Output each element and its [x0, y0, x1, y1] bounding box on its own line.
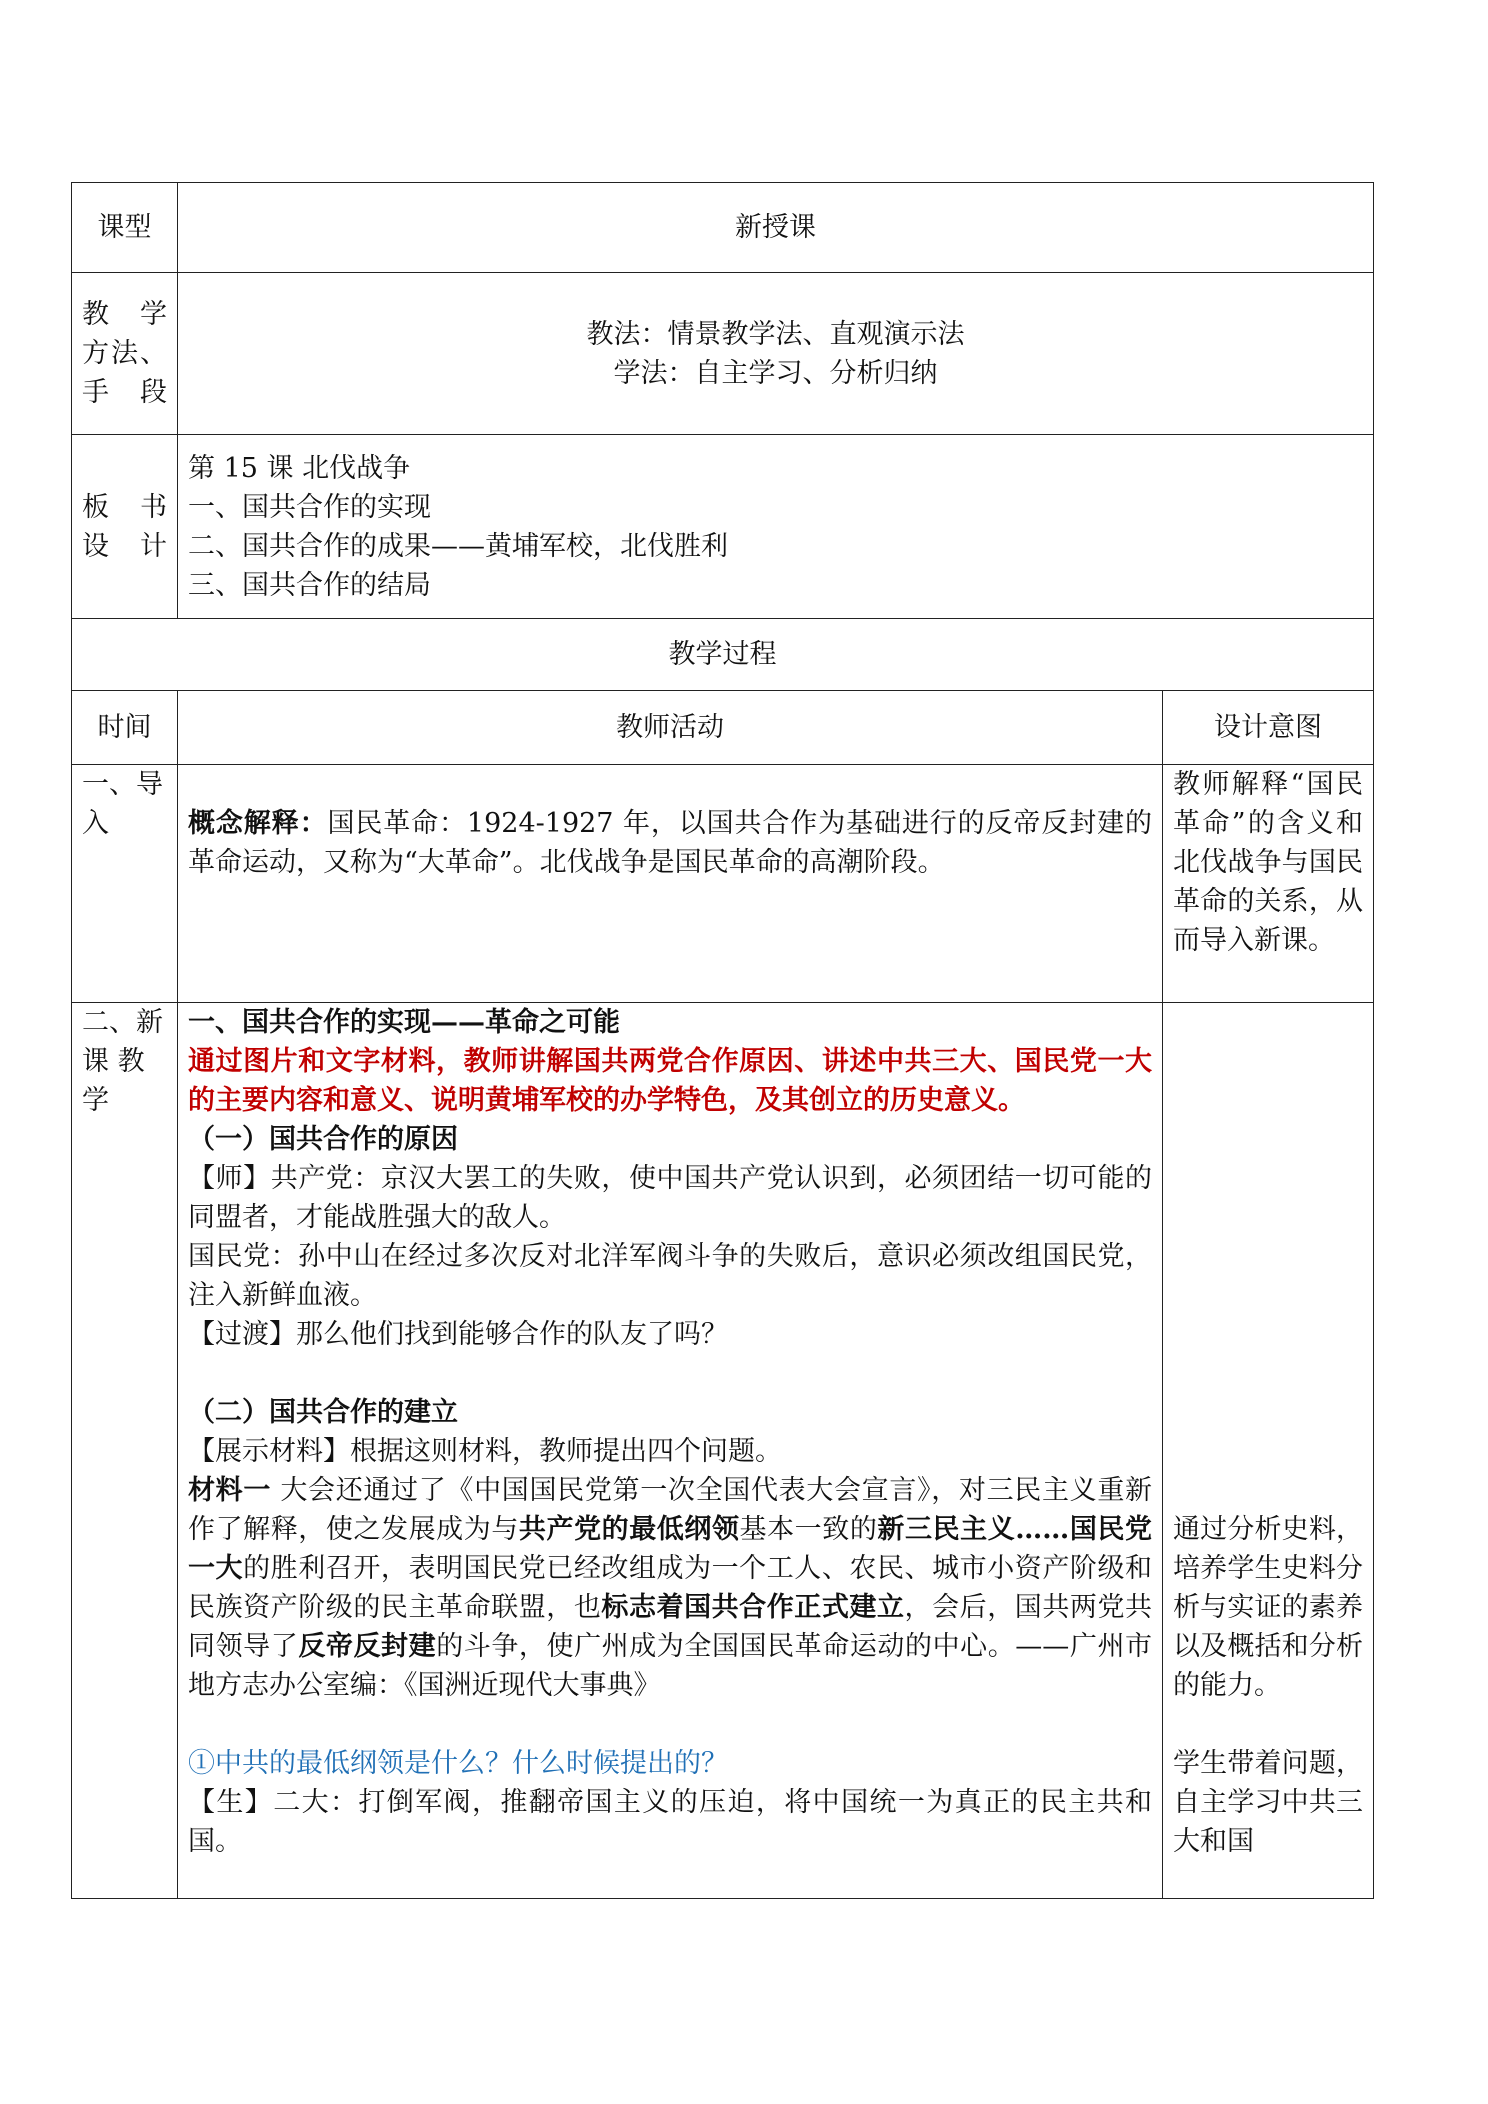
student-tag: 【生】 [188, 1787, 274, 1818]
methods-label-line: 手段 [82, 377, 167, 408]
subsection-establishment: （二）国共合作的建立 [188, 1397, 458, 1428]
question-one: ①中共的最低纲领是什么？什么时候提出的？ [188, 1748, 728, 1779]
new-activity [178, 1003, 1163, 1899]
methods-value [178, 273, 1374, 435]
spacer [1173, 1003, 1363, 1510]
methods-label [72, 273, 178, 435]
spacer [188, 1354, 1152, 1393]
material-label: 材料一 [188, 1475, 272, 1506]
board-label-line: 设计 [82, 530, 167, 562]
new-time: 二、新课 教学 [72, 1003, 178, 1899]
material-bold: 标志着国共合作正式建立 [601, 1592, 905, 1623]
row-process-title [72, 619, 1374, 691]
material-text: 大会还通过了《中国国民党第一次全国代表大会宣言》，对三民主义重新作了解释，使之发展成为与 [188, 1475, 1153, 1545]
teacher-statement [188, 1159, 1152, 1237]
transition-tag: 【过渡】 [188, 1319, 296, 1350]
board-label-line: 板书 [82, 491, 167, 523]
material-text: 的胜利召开，表明国民党已经改组成为一个工人、农民、城市小资产阶级和民族资产阶级的民主革命联盟，也 [188, 1553, 1153, 1623]
methods-label-line: 教 学 [82, 299, 167, 330]
board-line: 二、国共合作的成果——黄埔军校，北伐胜利 [188, 530, 728, 562]
row-headers [72, 691, 1374, 765]
header-time: 时间 [72, 691, 178, 765]
row-lesson-type [72, 183, 1374, 273]
spacer [1173, 1705, 1363, 1744]
material-bold: 反帝反封建 [298, 1631, 437, 1662]
intro-activity [178, 765, 1163, 1003]
transition-statement [188, 1315, 1152, 1354]
intent-one: 通过分析史料，培养学生史料分析与实证的素养以及概括和分析的能力。 [1173, 1514, 1363, 1701]
section-title: 一、国共合作的实现——革命之可能 [188, 1007, 620, 1038]
teaching-goal-text: 通过图片和文字材料，教师讲解国共两党合作原因、讲述中共三大、国民党一大的主要内容和意义、说明黄埔军校的办学特色，及其创立的历史意义。 [188, 1046, 1152, 1116]
student-answer [188, 1783, 1152, 1861]
show-material [188, 1432, 1152, 1471]
board-line: 一、国共合作的实现 [188, 491, 431, 523]
material-text: 基本一致的 [739, 1514, 878, 1545]
header-teacher: 教师活动 [178, 691, 1163, 765]
teach-method: 教法：情景教学法、直观演示法 [586, 318, 965, 350]
methods-label-line: 方法、 [82, 338, 167, 369]
board-line: 第 15 课 北伐战争 [188, 452, 411, 484]
process-title: 教学过程 [72, 619, 1374, 691]
teacher-text: 共产党：京汉大罢工的失败，使中国共产党认识到，必须团结一切可能的同盟者，才能战胜强大的敌人。 [188, 1163, 1153, 1233]
row-new-lesson [72, 1003, 1374, 1899]
show-tag: 【展示材料】 [188, 1436, 350, 1467]
transition-text: 那么他们找到能够合作的队友了吗？ [296, 1319, 728, 1350]
board-line: 三、国共合作的结局 [188, 569, 431, 601]
material-text: ，会后，国共两党共同领导了 [188, 1592, 1153, 1662]
student-text: 二大：打倒军阀，推翻帝国主义的压迫，将中国统一为真正的民主共和国。 [188, 1787, 1153, 1857]
intent-two: 学生带着问题，自主学习中共三大和国 [1173, 1748, 1363, 1857]
spacer [188, 1705, 1152, 1744]
learn-method: 学法：自主学习、分析归纳 [613, 357, 938, 389]
subsection-reasons: （一）国共合作的原因 [188, 1124, 458, 1155]
show-text: 根据这则材料，教师提出四个问题。 [350, 1436, 782, 1467]
row-board-design [72, 435, 1374, 619]
kmt-statement: 国民党：孙中山在经过多次反对北洋军阀斗争的失败后，意识必须改组国民党，注入新鲜血液。 [188, 1241, 1152, 1311]
header-intent: 设计意图 [1163, 691, 1374, 765]
new-intent [1163, 1003, 1374, 1899]
material-bold: 新三民主义……国民党一大 [188, 1514, 1153, 1584]
board-label [72, 435, 178, 619]
lesson-type-label: 课型 [72, 183, 178, 273]
material-bold: 共产党的最低纲领 [518, 1514, 740, 1545]
lesson-type-value: 新授课 [178, 183, 1374, 273]
concept-label: 概念解释： [188, 808, 328, 839]
row-methods [72, 273, 1374, 435]
intro-time: 一、导入 [72, 765, 178, 1003]
intro-intent: 教师解释“国民革命”的含义和北伐战争与国民革命的关系，从而导入新课。 [1163, 765, 1374, 1003]
board-content [178, 435, 1374, 619]
teacher-tag: 【师】 [188, 1163, 271, 1194]
lesson-plan-table [71, 182, 1374, 1899]
material-one [188, 1471, 1152, 1705]
concept-text: 国民革命：1924-1927 年，以国共合作为基础进行的反帝反封建的革命运动，又称为“大革命”。北伐战争是国民革命的高潮阶段。 [188, 808, 1152, 878]
row-intro [72, 765, 1374, 1003]
material-text: 的斗争，使广州成为全国国民革命运动的中心。——广州市地方志办公室编：《国洲近现代大事典》 [188, 1631, 1153, 1701]
